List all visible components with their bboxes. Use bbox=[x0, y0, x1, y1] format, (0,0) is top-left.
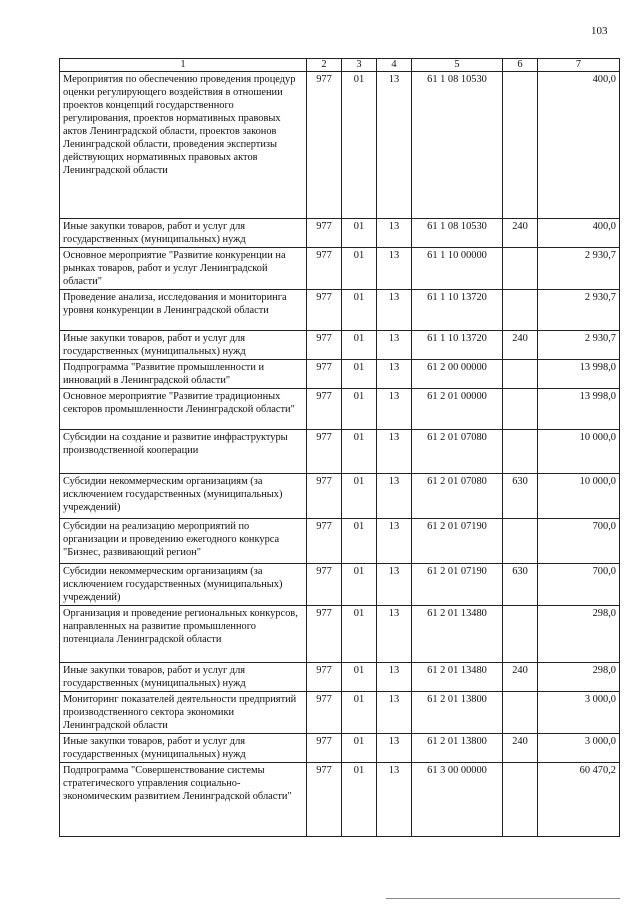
row-name-cell: Подпрограмма "Совершенствование системы стратегического управления социально-экономическим развитием Ленинградской области" bbox=[60, 763, 307, 837]
row-c5-cell: 61 1 08 10530 bbox=[412, 219, 503, 248]
row-name-cell: Организация и проведение региональных конкурсов, направленных на развитие промышленного потенциала Ленинградской области bbox=[60, 606, 307, 663]
budget-table bbox=[59, 58, 620, 837]
header-cell: 6 bbox=[503, 59, 538, 72]
table-row bbox=[60, 331, 620, 360]
row-c2-cell: 977 bbox=[307, 72, 342, 219]
page-number: 103 bbox=[591, 25, 608, 37]
row-c4-cell: 13 bbox=[377, 474, 412, 519]
row-c3-cell: 01 bbox=[342, 663, 377, 692]
row-name-cell: Основное мероприятие "Развитие конкуренции на рынках товаров, работ и услуг Ленинградской области" bbox=[60, 248, 307, 290]
row-c2-cell: 977 bbox=[307, 290, 342, 331]
row-c3-cell: 01 bbox=[342, 763, 377, 837]
row-name-cell: Мероприятия по обеспечению проведения процедур оценки регулирующего воздействия в отношении проектов концепций государственного регулирования, проектов нормативных правовых актов Ленинградской области, проектов законов Ленинградской области, проведения экспертизы действующих нормативных правовых актов Ленинградской области bbox=[60, 72, 307, 219]
row-c4-cell: 13 bbox=[377, 519, 412, 564]
row-c4-cell: 13 bbox=[377, 360, 412, 389]
row-c7-cell: 400,0 bbox=[538, 72, 620, 219]
row-c3-cell: 01 bbox=[342, 519, 377, 564]
row-name-cell: Субсидии некоммерческим организациям (за исключением государственных (муниципальных) учреждений) bbox=[60, 474, 307, 519]
table-row bbox=[60, 219, 620, 248]
row-c7-cell: 298,0 bbox=[538, 606, 620, 663]
row-c6-cell bbox=[503, 248, 538, 290]
row-c2-cell: 977 bbox=[307, 219, 342, 248]
table-row bbox=[60, 564, 620, 606]
row-c5-cell: 61 2 01 13800 bbox=[412, 692, 503, 734]
row-c6-cell bbox=[503, 519, 538, 564]
row-c7-cell: 10 000,0 bbox=[538, 430, 620, 474]
row-c5-cell: 61 2 01 07190 bbox=[412, 564, 503, 606]
row-name-cell: Иные закупки товаров, работ и услуг для государственных (муниципальных) нужд bbox=[60, 219, 307, 248]
row-c7-cell: 700,0 bbox=[538, 564, 620, 606]
row-c3-cell: 01 bbox=[342, 248, 377, 290]
header-cell: 4 bbox=[377, 59, 412, 72]
row-name-cell: Проведение анализа, исследования и мониторинга уровня конкуренции в Ленинградской области bbox=[60, 290, 307, 331]
row-c2-cell: 977 bbox=[307, 734, 342, 763]
row-c6-cell: 630 bbox=[503, 474, 538, 519]
table-row bbox=[60, 692, 620, 734]
row-c2-cell: 977 bbox=[307, 389, 342, 430]
row-c4-cell: 13 bbox=[377, 430, 412, 474]
table-row bbox=[60, 763, 620, 837]
header-cell: 2 bbox=[307, 59, 342, 72]
row-c5-cell: 61 2 01 07080 bbox=[412, 430, 503, 474]
row-c6-cell: 240 bbox=[503, 734, 538, 763]
row-c2-cell: 977 bbox=[307, 663, 342, 692]
row-name-cell: Основное мероприятие "Развитие традиционных секторов промышленности Ленинградской области" bbox=[60, 389, 307, 430]
row-c4-cell: 13 bbox=[377, 219, 412, 248]
row-name-cell: Подпрограмма "Развитие промышленности и инноваций в Ленинградской области" bbox=[60, 360, 307, 389]
row-c4-cell: 13 bbox=[377, 248, 412, 290]
row-name-cell: Субсидии некоммерческим организациям (за исключением государственных (муниципальных) учреждений) bbox=[60, 564, 307, 606]
row-c7-cell: 2 930,7 bbox=[538, 331, 620, 360]
row-c3-cell: 01 bbox=[342, 692, 377, 734]
table-body bbox=[60, 72, 620, 837]
row-c2-cell: 977 bbox=[307, 248, 342, 290]
scan-edge-line bbox=[386, 898, 620, 899]
table-row bbox=[60, 474, 620, 519]
row-c4-cell: 13 bbox=[377, 331, 412, 360]
row-name-cell: Иные закупки товаров, работ и услуг для государственных (муниципальных) нужд bbox=[60, 663, 307, 692]
table-row bbox=[60, 734, 620, 763]
row-name-cell: Мониторинг показателей деятельности предприятий производственного сектора экономики Ленинградской области bbox=[60, 692, 307, 734]
row-c4-cell: 13 bbox=[377, 389, 412, 430]
row-c2-cell: 977 bbox=[307, 331, 342, 360]
row-name-cell: Субсидии на реализацию мероприятий по организации и проведению ежегодного конкурса "Бизнес, развивающий регион" bbox=[60, 519, 307, 564]
row-c5-cell: 61 2 01 07190 bbox=[412, 519, 503, 564]
row-c6-cell: 240 bbox=[503, 663, 538, 692]
row-c7-cell: 3 000,0 bbox=[538, 692, 620, 734]
row-c6-cell: 240 bbox=[503, 219, 538, 248]
row-c4-cell: 13 bbox=[377, 763, 412, 837]
row-name-cell: Иные закупки товаров, работ и услуг для государственных (муниципальных) нужд bbox=[60, 331, 307, 360]
row-c2-cell: 977 bbox=[307, 564, 342, 606]
table-row bbox=[60, 389, 620, 430]
table-row bbox=[60, 360, 620, 389]
row-c5-cell: 61 2 01 13480 bbox=[412, 663, 503, 692]
row-c5-cell: 61 1 10 00000 bbox=[412, 248, 503, 290]
row-c3-cell: 01 bbox=[342, 606, 377, 663]
row-c6-cell: 630 bbox=[503, 564, 538, 606]
row-c7-cell: 60 470,2 bbox=[538, 763, 620, 837]
table-row bbox=[60, 72, 620, 219]
table-row bbox=[60, 663, 620, 692]
row-c2-cell: 977 bbox=[307, 692, 342, 734]
table-row bbox=[60, 290, 620, 331]
row-c5-cell: 61 2 01 13800 bbox=[412, 734, 503, 763]
table-row bbox=[60, 430, 620, 474]
row-name-cell: Субсидии на создание и развитие инфраструктуры производственной кооперации bbox=[60, 430, 307, 474]
row-c2-cell: 977 bbox=[307, 474, 342, 519]
row-c3-cell: 01 bbox=[342, 430, 377, 474]
table-row bbox=[60, 519, 620, 564]
row-c6-cell bbox=[503, 692, 538, 734]
header-cell: 5 bbox=[412, 59, 503, 72]
row-c7-cell: 13 998,0 bbox=[538, 360, 620, 389]
row-c7-cell: 298,0 bbox=[538, 663, 620, 692]
row-c3-cell: 01 bbox=[342, 474, 377, 519]
header-cell: 3 bbox=[342, 59, 377, 72]
row-c2-cell: 977 bbox=[307, 430, 342, 474]
row-c7-cell: 3 000,0 bbox=[538, 734, 620, 763]
row-c5-cell: 61 3 00 00000 bbox=[412, 763, 503, 837]
table-row bbox=[60, 248, 620, 290]
row-c3-cell: 01 bbox=[342, 360, 377, 389]
row-c2-cell: 977 bbox=[307, 519, 342, 564]
row-c4-cell: 13 bbox=[377, 606, 412, 663]
header-row bbox=[60, 59, 620, 72]
row-c3-cell: 01 bbox=[342, 331, 377, 360]
row-c4-cell: 13 bbox=[377, 72, 412, 219]
row-c6-cell bbox=[503, 72, 538, 219]
row-c6-cell: 240 bbox=[503, 331, 538, 360]
row-c2-cell: 977 bbox=[307, 606, 342, 663]
row-c2-cell: 977 bbox=[307, 360, 342, 389]
row-c5-cell: 61 2 00 00000 bbox=[412, 360, 503, 389]
row-name-cell: Иные закупки товаров, работ и услуг для государственных (муниципальных) нужд bbox=[60, 734, 307, 763]
row-c4-cell: 13 bbox=[377, 290, 412, 331]
row-c3-cell: 01 bbox=[342, 72, 377, 219]
row-c6-cell bbox=[503, 763, 538, 837]
header-cell: 1 bbox=[60, 59, 307, 72]
table-row bbox=[60, 606, 620, 663]
row-c4-cell: 13 bbox=[377, 692, 412, 734]
row-c7-cell: 13 998,0 bbox=[538, 389, 620, 430]
row-c7-cell: 10 000,0 bbox=[538, 474, 620, 519]
row-c3-cell: 01 bbox=[342, 290, 377, 331]
row-c4-cell: 13 bbox=[377, 663, 412, 692]
row-c3-cell: 01 bbox=[342, 564, 377, 606]
row-c7-cell: 2 930,7 bbox=[538, 248, 620, 290]
row-c5-cell: 61 2 01 07080 bbox=[412, 474, 503, 519]
row-c4-cell: 13 bbox=[377, 734, 412, 763]
row-c6-cell bbox=[503, 606, 538, 663]
row-c7-cell: 700,0 bbox=[538, 519, 620, 564]
row-c3-cell: 01 bbox=[342, 219, 377, 248]
row-c7-cell: 2 930,7 bbox=[538, 290, 620, 331]
row-c6-cell bbox=[503, 389, 538, 430]
row-c5-cell: 61 1 08 10530 bbox=[412, 72, 503, 219]
row-c7-cell: 400,0 bbox=[538, 219, 620, 248]
header-cell: 7 bbox=[538, 59, 620, 72]
row-c5-cell: 61 2 01 13480 bbox=[412, 606, 503, 663]
row-c2-cell: 977 bbox=[307, 763, 342, 837]
row-c6-cell bbox=[503, 430, 538, 474]
row-c5-cell: 61 2 01 00000 bbox=[412, 389, 503, 430]
row-c3-cell: 01 bbox=[342, 389, 377, 430]
row-c5-cell: 61 1 10 13720 bbox=[412, 331, 503, 360]
row-c6-cell bbox=[503, 360, 538, 389]
row-c6-cell bbox=[503, 290, 538, 331]
row-c4-cell: 13 bbox=[377, 564, 412, 606]
row-c5-cell: 61 1 10 13720 bbox=[412, 290, 503, 331]
row-c3-cell: 01 bbox=[342, 734, 377, 763]
